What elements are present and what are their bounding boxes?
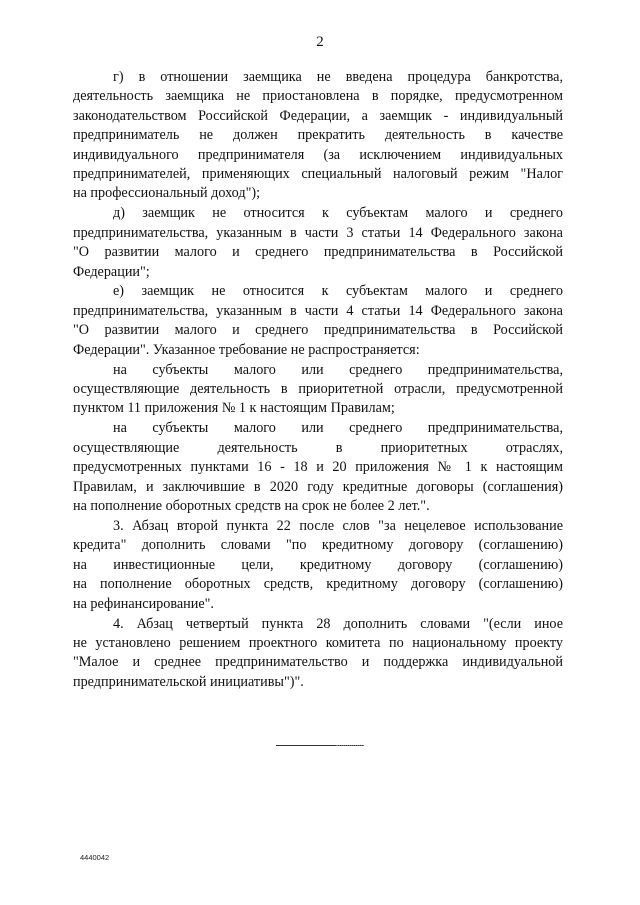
text-line: "Малое и среднее предпринимательство и поддержка индивидуальной xyxy=(73,654,563,671)
text-line: д) заемщик не относится к субъектам малого и среднего xyxy=(113,205,563,222)
text-line: предпринимательства, указанным в части 4 статьи 14 Федерального закона xyxy=(73,302,563,319)
paragraph-g xyxy=(73,68,563,204)
text-line: на пополнение оборотных средств на срок не более 2 лет.". xyxy=(73,497,430,514)
text-line: на профессиональный доход"); xyxy=(73,185,261,202)
text-line: не установлено решением проектного комитета по национальному проекту xyxy=(73,634,563,651)
paragraph-3 xyxy=(73,517,563,614)
text-line: Федерации"; xyxy=(73,263,150,280)
text-line: е) заемщик не относится к субъектам малого и среднего xyxy=(113,283,563,300)
text-line: г) в отношении заемщика не введена процедура банкротства, xyxy=(113,69,563,85)
text-line: 3. Абзац второй пункта 22 после слов "за нецелевое использование xyxy=(113,517,563,534)
paragraph-d xyxy=(73,204,563,282)
text-line: на инвестиционные цели, кредитному договору (соглашению) xyxy=(73,556,563,573)
text-line: 4. Абзац четвертый пункта 28 дополнить словами "(если иное xyxy=(113,615,563,632)
paragraph-e-item-2 xyxy=(73,419,563,516)
text-line: на субъекты малого или среднего предпринимательства, xyxy=(113,361,563,378)
text-line: Правилам, и заключившие в 2020 году кредитные договоры (соглашения) xyxy=(73,478,563,495)
text-line: законодательством Российской Федерации, а заемщик - индивидуальный xyxy=(73,107,563,124)
text-line: предпринимательства, указанным в части 3 статьи 14 Федерального закона xyxy=(73,224,563,241)
paragraph-4 xyxy=(73,615,563,693)
text-line: "О развитии малого и среднего предпринимательства в Российской xyxy=(73,322,563,339)
paragraph-e xyxy=(73,282,563,360)
page-number: 2 xyxy=(316,34,324,50)
text-line: индивидуального предпринимателя (за исключением индивидуальных xyxy=(73,146,563,163)
document-body xyxy=(73,68,563,692)
paragraph-e-item-1 xyxy=(73,361,563,419)
text-line: осуществляющие деятельность в приоритетной отрасли, предусмотренной xyxy=(73,381,563,398)
text-line: предпринимателей, применяющих специальный налоговый режим "Налог xyxy=(73,165,563,182)
text-line: кредита" дополнить словами "по кредитному договору (соглашению) xyxy=(73,537,563,554)
text-line: осуществляющие деятельность в приоритетных отраслях, xyxy=(73,439,563,456)
end-divider-line xyxy=(276,745,364,746)
text-line: предпринимательской инициативы")". xyxy=(73,673,304,690)
text-line: Федерации". Указанное требование не распространяется: xyxy=(73,341,420,358)
text-line: на пополнение оборотных средств, кредитному договору (соглашению) xyxy=(73,576,563,593)
text-line: пунктом 11 приложения № 1 к настоящим Правилам; xyxy=(73,400,395,417)
text-line: на субъекты малого или среднего предпринимательства, xyxy=(113,420,563,437)
text-line: деятельность заемщика не приостановлена в порядке, предусмотренном xyxy=(73,88,563,105)
text-line: "О развитии малого и среднего предпринимательства в Российской xyxy=(73,244,563,261)
document-code: 4440042 xyxy=(80,853,110,862)
text-line: предприниматель не должен прекратить деятельность в качестве xyxy=(73,127,563,144)
text-line: предусмотренных пунктами 16 - 18 и 20 приложения № 1 к настоящим xyxy=(73,459,563,476)
text-line: на рефинансирование". xyxy=(73,595,214,612)
